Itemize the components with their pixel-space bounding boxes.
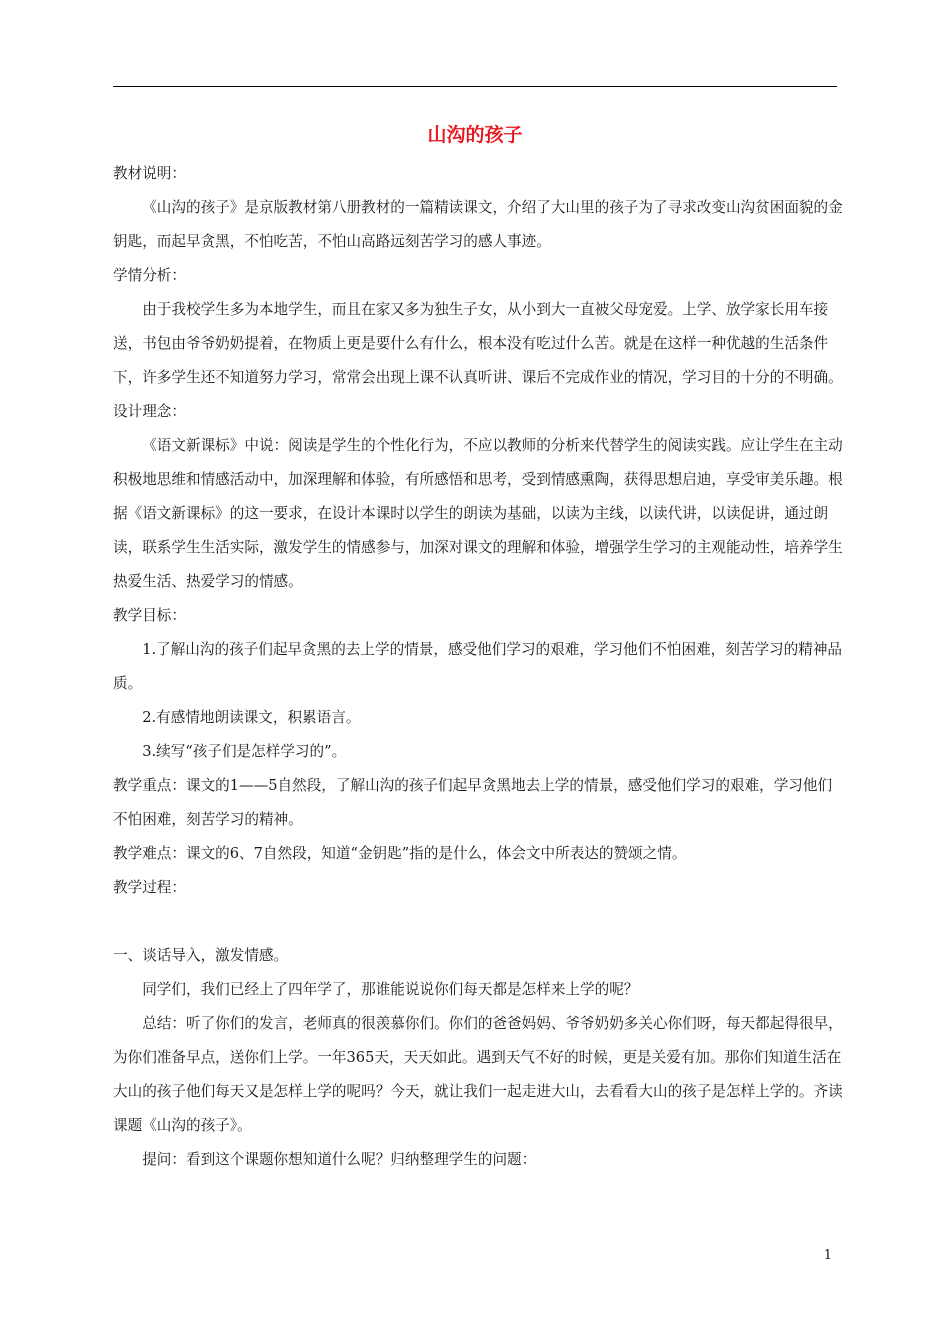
body-paragraph: 总结：听了你们的发言，老师真的很羡慕你们。你们的爸爸妈妈、爷爷奶奶多关心你们呀，每天都起得很早，为你们准备早点，送你们上学。一年365天，天天如此。遇到天气不好的时候，更是关爱有加。那你们知道生活在大山的孩子他们每天又是怎样上学的呢吗？今天，就让我们一起走进大山，去看看大山的孩子是怎样上学的。齐读课题《山沟的孩子》。: [113, 1015, 843, 1134]
header-rule: [113, 86, 837, 87]
section-heading: 教学难点：课文的6、7自然段，知道“金钥匙”指的是什么，体会文中所表达的赞颂之情。: [113, 845, 687, 862]
body-paragraph: 由于我校学生多为本地学生，而且在家又多为独生子女，从小到大一直被父母宠爱。上学、放学家长用车接送，书包由爷爷奶奶提着，在物质上更是要什么有什么，根本没有吃过什么苦。就是在这样一种优越的生活条件下，许多学生还不知道努力学习，常常会出现上课不认真听讲、课后不完成作业的情况，学习目的十分的不明确。: [113, 301, 843, 386]
body-paragraph: 3.续写“孩子们是怎样学习的”。: [142, 743, 347, 760]
body-paragraph: 同学们，我们已经上了四年学了，那谁能说说你们每天都是怎样来上学的呢？: [142, 981, 639, 998]
section-heading: 教材说明：: [113, 165, 186, 182]
page-number: 1: [823, 1248, 832, 1263]
body-paragraph: 1.了解山沟的孩子们起早贪黑的去上学的情景，感受他们学习的艰难，学习他们不怕困难，刻苦学习的精神品质。: [113, 641, 843, 692]
body-paragraph: 提问：看到这个课题你想知道什么呢？归纳整理学生的问题：: [142, 1151, 537, 1168]
blank-line: [113, 905, 843, 939]
document-body: [113, 157, 843, 1177]
section-heading: 教学重点：课文的1——5自然段，了解山沟的孩子们起早贪黑地去上学的情景，感受他们学习的艰难，学习他们不怕困难，刻苦学习的精神。: [113, 777, 833, 828]
document-title: 山沟的孩子: [427, 124, 523, 146]
section-heading: 教学目标：: [113, 607, 186, 624]
body-paragraph: 《语文新课标》中说：阅读是学生的个性化行为，不应以教师的分析来代替学生的阅读实践。应让学生在主动积极地思维和情感活动中，加深理解和体验，有所感悟和思考，受到情感熏陶，获得思想启迪，享受审美乐趣。根据《语文新课标》的这一要求，在设计本课时以学生的朗读为基础，以读为主线，以读代讲，以读促讲，通过朗读，联系学生生活实际，激发学生的情感参与，加深对课文的理解和体验，增强学生学习的主观能动性，培养学生热爱生活、热爱学习的情感。: [113, 437, 843, 590]
body-paragraph: 《山沟的孩子》是京版教材第八册教材的一篇精读课文，介绍了大山里的孩子为了寻求改变山沟贫困面貌的金钥匙，而起早贪黑，不怕吃苦，不怕山高路远刻苦学习的感人事迹。: [113, 199, 843, 250]
section-heading: 学情分析：: [113, 267, 186, 284]
section-heading: 教学过程：: [113, 879, 186, 896]
section-heading: 设计理念：: [113, 403, 186, 420]
body-paragraph: 2.有感情地朗读课文，积累语言。: [142, 709, 361, 726]
section-heading: 一、谈话导入，激发情感。: [113, 947, 289, 964]
